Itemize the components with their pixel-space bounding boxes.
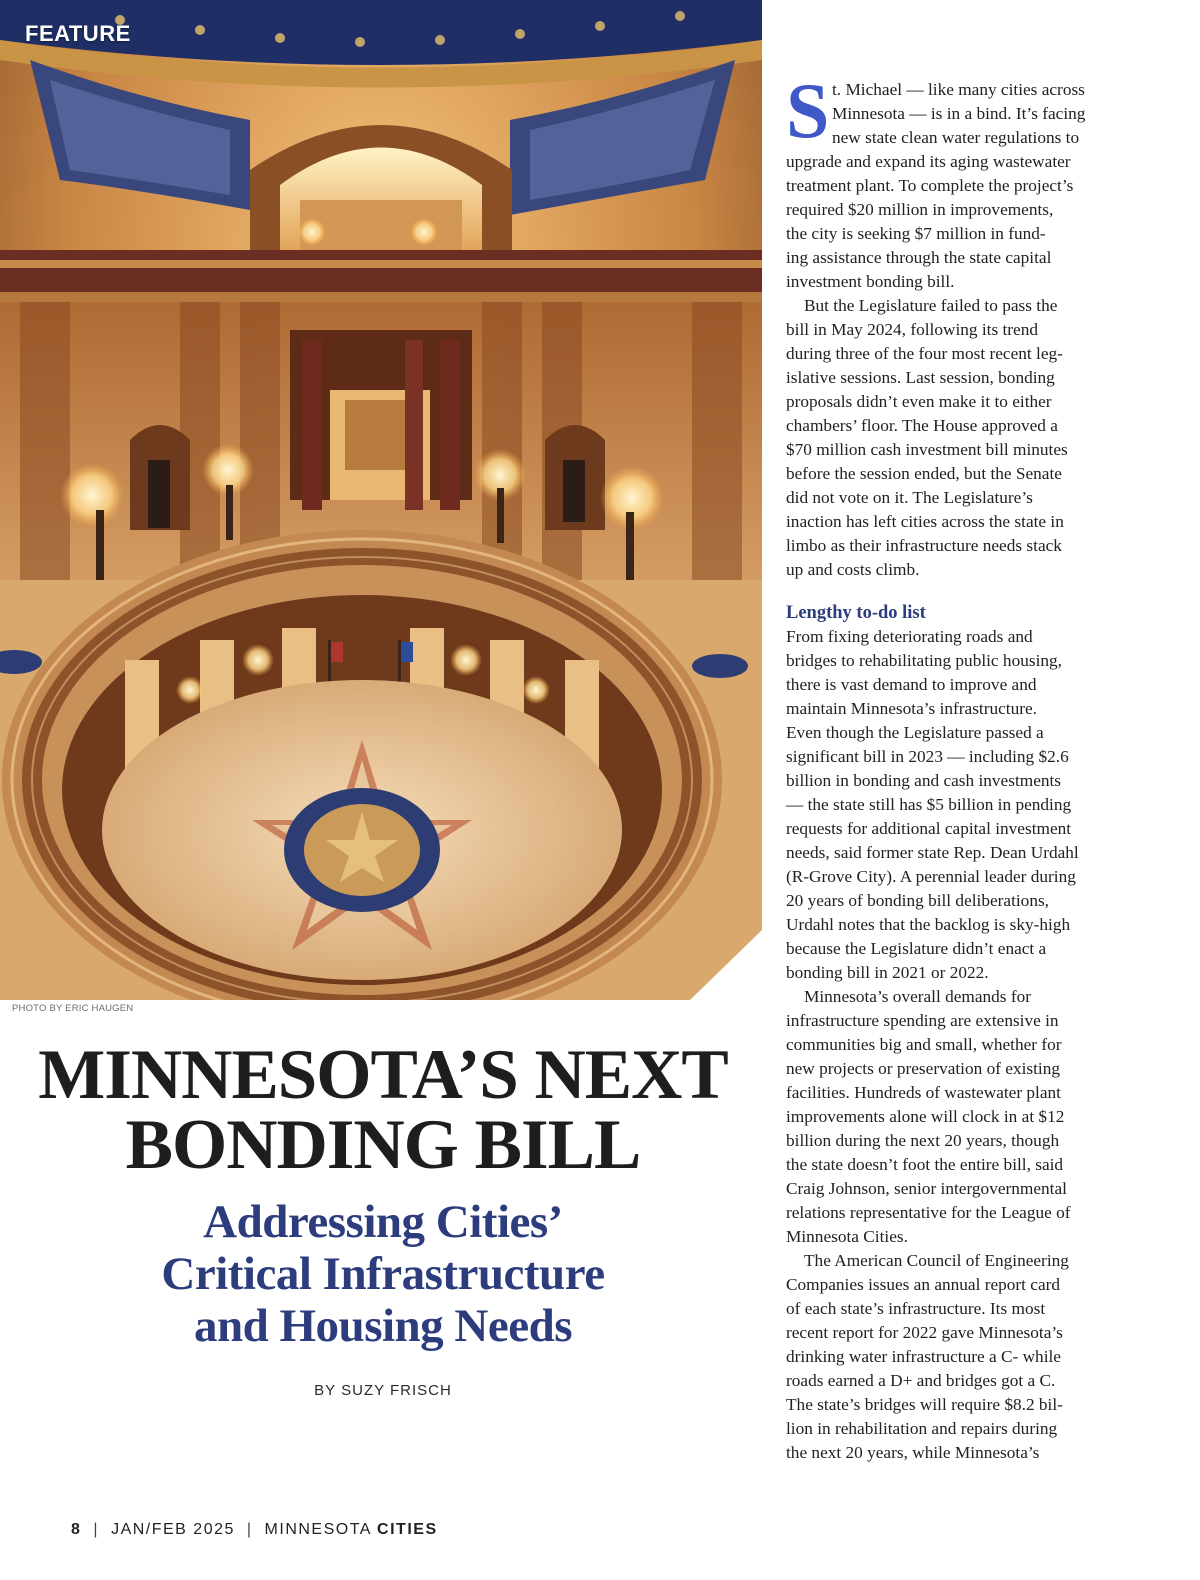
text-line: because the Legislature didn’t enact a	[786, 939, 1047, 958]
text-line: Minnesota’s overall demands for	[804, 987, 1032, 1006]
text-line: Urdahl notes that the backlog is sky-high	[786, 915, 1071, 934]
headline-block	[0, 1036, 766, 1399]
text-line: t. Michael — like many cities across	[832, 80, 1085, 99]
paragraph	[786, 1249, 1122, 1465]
text-line: requests for additional capital investment	[786, 819, 1072, 838]
text-line: From fixing deteriorating roads and	[786, 627, 1033, 646]
text-line: during three of the four most recent leg-	[786, 344, 1063, 363]
text-line: billion during the next 20 years, though	[786, 1131, 1060, 1150]
rotunda-illustration	[0, 0, 762, 1000]
text-line: drinking water infrastructure a C- while	[786, 1347, 1061, 1366]
text-line: $70 million cash investment bill minutes	[786, 440, 1068, 459]
text-line: bill in May 2024, following its trend	[786, 320, 1039, 339]
text-line: Even though the Legislature passed a	[786, 723, 1044, 742]
text-line: improvements alone will clock in at $12	[786, 1107, 1065, 1126]
text-line: lion in rehabilitation and repairs during	[786, 1419, 1058, 1438]
paragraph-lines	[786, 78, 1122, 294]
magazine-name-prefix: MINNESOTA	[264, 1521, 372, 1538]
text-line: Companies issues an annual report card	[786, 1275, 1061, 1294]
text-line: the city is seeking $7 million in fund-	[786, 224, 1046, 243]
text-line: Craig Johnson, senior intergovernmental	[786, 1179, 1067, 1198]
drop-cap: S	[786, 78, 830, 154]
text-line: ing assistance through the state capital	[786, 248, 1052, 267]
rotunda-photo	[0, 0, 762, 1000]
text-line: bonding bill in 2021 or 2022.	[786, 963, 989, 982]
subheadline	[0, 1196, 766, 1352]
text-line: needs, said former state Rep. Dean Urdahl	[786, 843, 1079, 862]
text-line: before the session ended, but the Senate	[786, 464, 1062, 483]
photo-credit: PHOTO BY ERIC HAUGEN	[12, 1003, 134, 1014]
article-body	[786, 78, 1122, 1465]
text-line: — the state still has $5 billion in pending	[786, 795, 1072, 814]
text-line: proposals didn’t even make it to either	[786, 392, 1052, 411]
text-line: new projects or preservation of existing	[786, 1059, 1061, 1078]
text-line: The state’s bridges will require $8.2 bil-	[786, 1395, 1063, 1414]
text-line: investment bonding bill.	[786, 272, 955, 291]
text-line: islative sessions. Last session, bonding	[786, 368, 1055, 387]
text-line: required $20 million in improvements,	[786, 200, 1054, 219]
subheadline-line: Critical Infrastructure	[161, 1248, 605, 1300]
text-line: But the Legislature failed to pass the	[804, 296, 1058, 315]
text-line: (R-Grove City). A perennial leader during	[786, 867, 1076, 886]
paragraph	[786, 985, 1122, 1249]
text-line: facilities. Hundreds of wastewater plant	[786, 1083, 1061, 1102]
text-line: inaction has left cities across the state in	[786, 512, 1064, 531]
text-line: chambers’ floor. The House approved a	[786, 416, 1058, 435]
byline: BY SUZY FRISCH	[314, 1382, 452, 1399]
section-label: FEATURE	[25, 21, 131, 46]
text-line: maintain Minnesota’s infrastructure.	[786, 699, 1037, 718]
issue-date: JAN/FEB 2025	[111, 1521, 235, 1538]
subhead-lengthy-to-do-list: Lengthy to-do list	[786, 603, 926, 623]
page-number: 8	[71, 1521, 82, 1538]
text-line: upgrade and expand its aging wastewater	[786, 152, 1071, 171]
subheadline-line: Addressing Cities’	[203, 1196, 563, 1248]
paragraph	[786, 625, 1122, 985]
text-line: there is vast demand to improve and	[786, 675, 1037, 694]
paragraph-intro	[786, 78, 1122, 294]
text-line: significant bill in 2023 — including $2.6	[786, 747, 1069, 766]
text-line: recent report for 2022 gave Minnesota’s	[786, 1323, 1063, 1342]
subheadline-line: and Housing Needs	[193, 1300, 573, 1352]
page-footer	[71, 1521, 438, 1539]
text-line: new state clean water regulations to	[832, 128, 1080, 147]
text-line: the state doesn’t foot the entire bill, said	[786, 1155, 1064, 1174]
text-line: limbo as their infrastructure needs stack	[786, 536, 1062, 555]
headline	[0, 1036, 766, 1184]
text-line: communities big and small, whether for	[786, 1035, 1062, 1054]
footer-divider: |	[93, 1521, 100, 1538]
text-line: Minnesota — is in a bind. It’s facing	[832, 104, 1086, 123]
text-line: infrastructure spending are extensive in	[786, 1011, 1059, 1030]
text-line: The American Council of Engineering	[804, 1251, 1069, 1270]
text-line: 20 years of bonding bill deliberations,	[786, 891, 1050, 910]
text-line: treatment plant. To complete the project’s	[786, 176, 1074, 195]
text-line: did not vote on it. The Legislature’s	[786, 488, 1033, 507]
text-line: billion in bonding and cash investments	[786, 771, 1062, 790]
text-line: bridges to rehabilitating public housing,	[786, 651, 1062, 670]
footer-divider: |	[246, 1521, 253, 1538]
text-line: of each state’s infrastructure. Its most	[786, 1299, 1046, 1318]
headline-line: BONDING BILL	[125, 1106, 641, 1184]
text-line: roads earned a D+ and bridges got a C.	[786, 1371, 1056, 1390]
paragraph	[786, 294, 1122, 582]
text-line: the next 20 years, while Minnesota’s	[786, 1443, 1040, 1462]
magazine-name-suffix: CITIES	[377, 1521, 438, 1538]
text-line: Minnesota Cities.	[786, 1227, 908, 1246]
text-line: relations representative for the League of	[786, 1203, 1071, 1222]
headline-line: MINNESOTA’S NEXT	[38, 1036, 728, 1114]
text-line: up and costs climb.	[786, 560, 920, 579]
